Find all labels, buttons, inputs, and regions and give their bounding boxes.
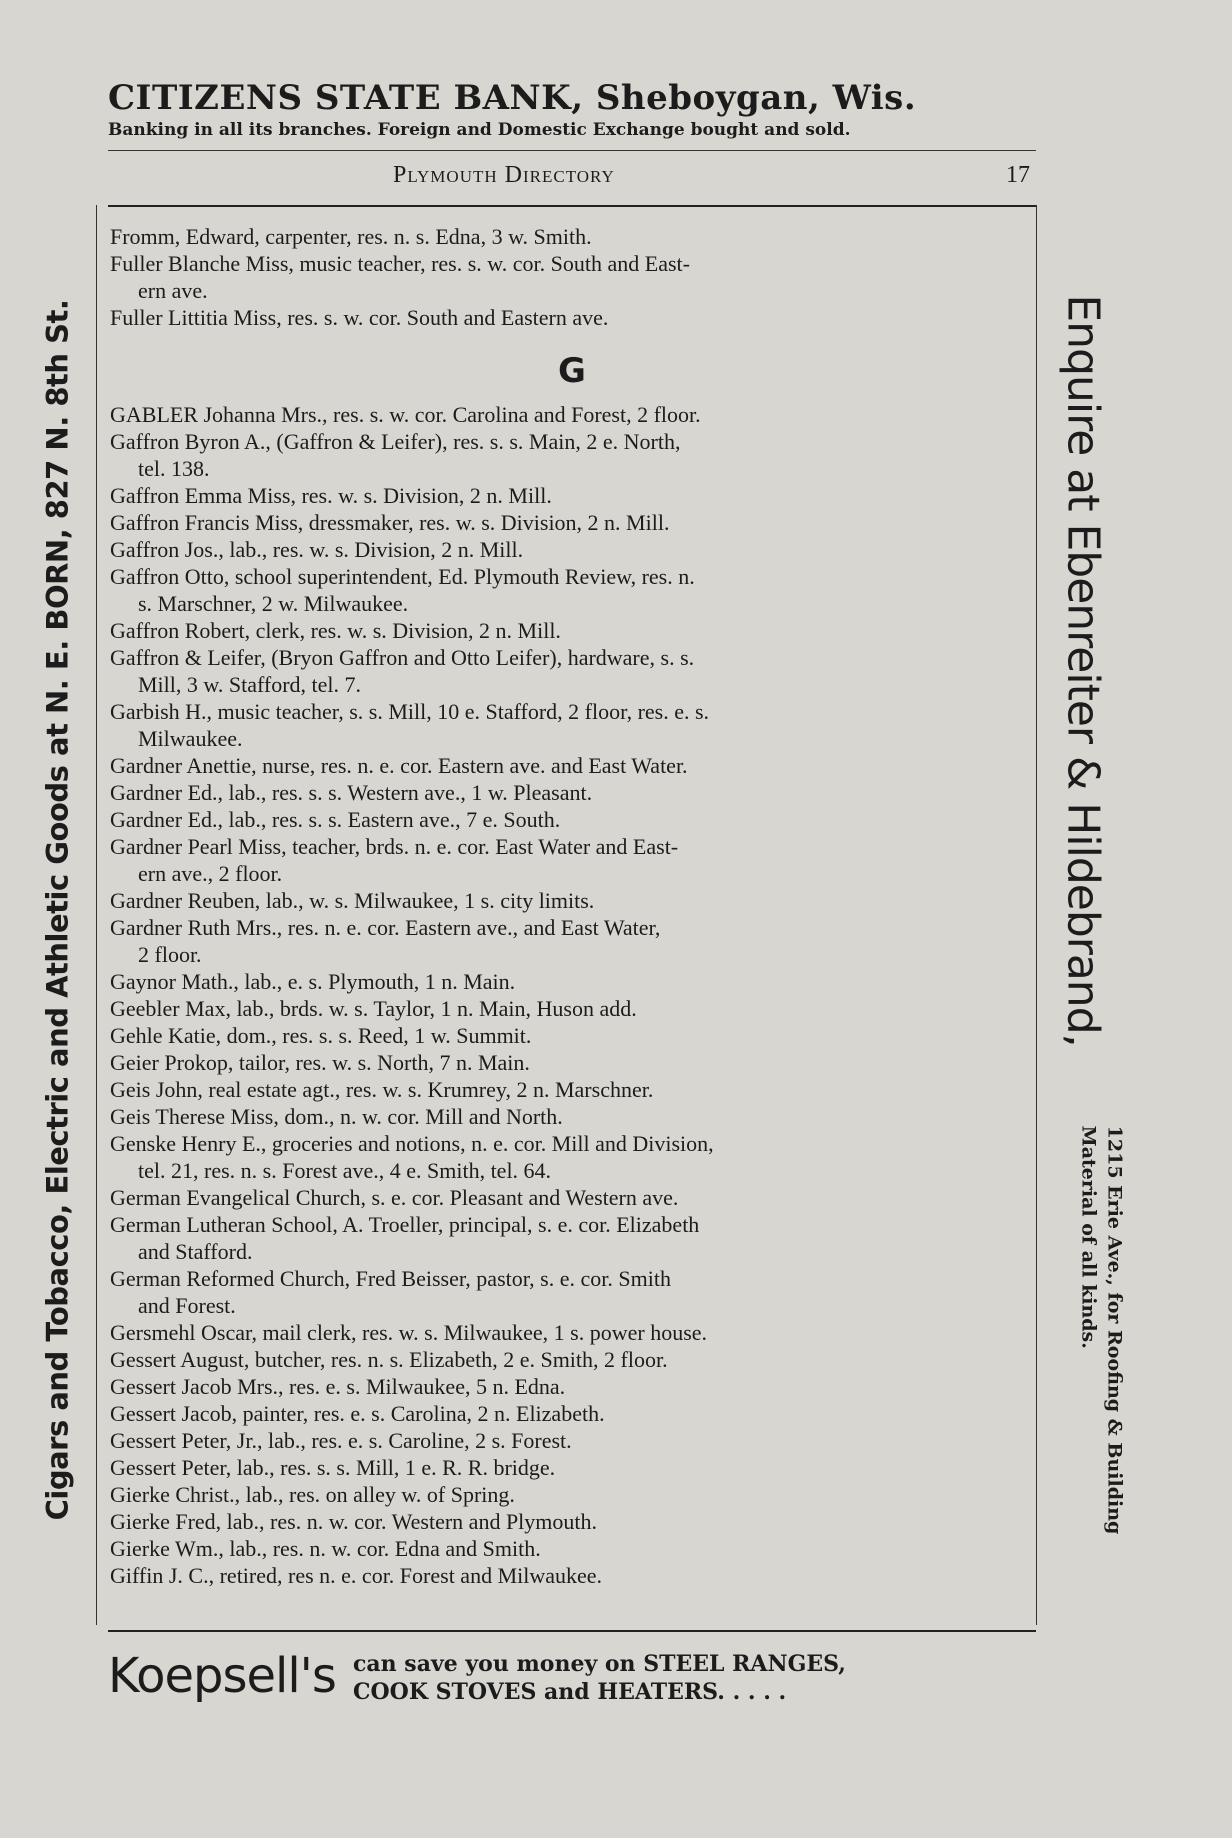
entry-continuation: and Stafford. (138, 1239, 253, 1264)
left-ad-text: Cigars and Tobacco, Electric and Athletic Goods at N. E. BORN, 827 N. 8th St. (40, 299, 75, 1521)
entry-text: Gessert Peter, lab., res. s. s. Mill, 1 e. R. R. bridge. (110, 1455, 556, 1480)
entry-text: Geis Therese Miss, dom., n. w. cor. Mill and North. (110, 1104, 563, 1129)
directory-entry (110, 401, 1034, 428)
directory-entry (110, 1562, 1034, 1589)
entry-text: Gaffron & Leifer, (Bryon Gaffron and Otto Leifer), hardware, s. s. (110, 645, 695, 670)
directory-entry (110, 1265, 1034, 1319)
directory-entry (110, 1076, 1034, 1103)
directory-entry (110, 1346, 1034, 1373)
entry-continuation: tel. 21, res. n. s. Forest ave., 4 e. Smith, tel. 64. (138, 1158, 552, 1183)
directory-entry (110, 833, 1034, 887)
entry-text: Gaffron Emma Miss, res. w. s. Division, 2 n. Mill. (110, 483, 552, 508)
directory-entry (110, 250, 1034, 304)
entries-section-g (110, 401, 1034, 1589)
directory-entry (110, 304, 1034, 331)
entry-continuation: Mill, 3 w. Stafford, tel. 7. (138, 672, 362, 697)
directory-entry (110, 995, 1034, 1022)
entry-continuation: tel. 138. (138, 456, 210, 481)
entry-text: Gardner Ed., lab., res. s. s. Western ave., 1 w. Pleasant. (110, 780, 593, 805)
directory-entry (110, 1535, 1034, 1562)
bank-ad-title: CITIZENS STATE BANK, Sheboygan, Wis. (108, 78, 917, 118)
entry-text: Gessert Jacob, painter, res. e. s. Carolina, 2 n. Elizabeth. (110, 1401, 605, 1426)
directory-entry (110, 914, 1034, 968)
directory-entry (110, 563, 1034, 617)
right-column-rule (1036, 205, 1037, 1625)
entry-text: Gaffron Otto, school superintendent, Ed. Plymouth Review, res. n. (110, 564, 695, 589)
entry-text: Gaffron Francis Miss, dressmaker, res. w. s. Division, 2 n. Mill. (110, 510, 670, 535)
directory-entry (110, 482, 1034, 509)
right-margin-advertisement (1048, 170, 1118, 1170)
left-column-rule (96, 205, 97, 1625)
directory-entry (110, 1130, 1034, 1184)
directory-listing (110, 223, 1034, 1589)
page-number: 17 (1006, 162, 1030, 188)
entry-continuation: and Forest. (138, 1293, 236, 1318)
entry-text: Fromm, Edward, carpenter, res. n. s. Edna, 3 w. Smith. (110, 224, 592, 249)
directory-entry (110, 1103, 1034, 1130)
directory-entry (110, 1400, 1034, 1427)
entry-text: Fuller Blanche Miss, music teacher, res. s. w. cor. South and East- (110, 251, 690, 276)
page-header (108, 160, 1036, 194)
entry-text: Gessert Jacob Mrs., res. e. s. Milwaukee, 5 n. Edna. (110, 1374, 566, 1399)
stove-advertisement (108, 1648, 1036, 1718)
entry-text: Gersmehl Oscar, mail clerk, res. w. s. Milwaukee, 1 s. power house. (110, 1320, 708, 1345)
entry-text: Gardner Reuben, lab., w. s. Milwaukee, 1 s. city limits. (110, 888, 595, 913)
directory-entry (110, 1481, 1034, 1508)
right-ad-main: Enquire at Ebenreiter & Hildebrand, (1057, 293, 1109, 1047)
entry-text: Gardner Anettie, nurse, res. n. e. cor. Eastern ave. and East Water. (110, 753, 688, 778)
entry-text: Gardner Pearl Miss, teacher, brds. n. e. cor. East Water and East- (110, 834, 679, 859)
directory-entry (110, 1508, 1034, 1535)
section-letter: G (558, 351, 586, 391)
entry-text: Gierke Wm., lab., res. n. w. cor. Edna and Smith. (110, 1536, 541, 1561)
entry-text: GABLER Johanna Mrs., res. s. w. cor. Carolina and Forest, 2 floor. (110, 402, 701, 427)
directory-entry (110, 968, 1034, 995)
directory-entry (110, 644, 1034, 698)
directory-entry (110, 1184, 1034, 1211)
entry-text: Geier Prokop, tailor, res. w. s. North, 7 n. Main. (110, 1050, 530, 1075)
left-margin-advertisement (32, 180, 82, 1640)
directory-entry (110, 1454, 1034, 1481)
entry-text: Gaffron Robert, clerk, res. w. s. Division, 2 n. Mill. (110, 618, 561, 643)
directory-entry (110, 536, 1034, 563)
directory-entry (110, 1211, 1034, 1265)
entry-text: Gaynor Math., lab., e. s. Plymouth, 1 n. Main. (110, 969, 516, 994)
stove-ad-line2: COOK STOVES and HEATERS. . . . . (353, 1679, 787, 1705)
directory-entry (110, 428, 1034, 482)
bank-ad-subtitle: Banking in all its branches. Foreign and Domestic Exchange bought and sold. (108, 120, 851, 140)
entry-continuation: Milwaukee. (138, 726, 243, 751)
directory-entry (110, 806, 1034, 833)
header-rule (108, 205, 1036, 207)
entry-text: Gardner Ed., lab., res. s. s. Eastern ave., 7 e. South. (110, 807, 561, 832)
entry-continuation: s. Marschner, 2 w. Milwaukee. (138, 591, 409, 616)
right-margin-advertisement-details (1066, 1030, 1136, 1630)
entries-before-section (110, 223, 1034, 331)
entry-continuation: 2 floor. (138, 942, 202, 967)
entry-text: Gessert Peter, Jr., lab., res. e. s. Caroline, 2 s. Forest. (110, 1428, 572, 1453)
directory-entry (110, 223, 1034, 250)
entry-text: Garbish H., music teacher, s. s. Mill, 10 e. Stafford, 2 floor, res. e. s. (110, 699, 710, 724)
entry-text: Geebler Max, lab., brds. w. s. Taylor, 1 n. Main, Huson add. (110, 996, 637, 1021)
directory-entry (110, 1373, 1034, 1400)
entry-text: Fuller Littitia Miss, res. s. w. cor. South and Eastern ave. (110, 305, 609, 330)
entry-text: German Evangelical Church, s. e. cor. Pleasant and Western ave. (110, 1185, 679, 1210)
entry-text: Giffin J. C., retired, res n. e. cor. Forest and Milwaukee. (110, 1563, 603, 1588)
directory-entry (110, 617, 1034, 644)
directory-entry (110, 887, 1034, 914)
entry-text: Gierke Christ., lab., res. on alley w. of Spring. (110, 1482, 515, 1507)
right-ad-line2: Material of all kinds. (1077, 1125, 1100, 1349)
entry-text: Gaffron Jos., lab., res. w. s. Division, 2 n. Mill. (110, 537, 524, 562)
entry-text: Gehle Katie, dom., res. s. s. Reed, 1 w. Summit. (110, 1023, 532, 1048)
entry-text: Gierke Fred, lab., res. n. w. cor. Western and Plymouth. (110, 1509, 598, 1534)
bottom-rule (108, 1630, 1036, 1632)
directory-entry (110, 1427, 1034, 1454)
entry-text: Geis John, real estate agt., res. w. s. Krumrey, 2 n. Marschner. (110, 1077, 654, 1102)
directory-entry (110, 1319, 1034, 1346)
entry-continuation: ern ave. (138, 278, 208, 303)
entry-text: Gaffron Byron A., (Gaffron & Leifer), res. s. s. Main, 2 e. North, (110, 429, 681, 454)
entry-text: German Reformed Church, Fred Beisser, pastor, s. e. cor. Smith (110, 1266, 671, 1291)
entry-continuation: ern ave., 2 floor. (138, 861, 283, 886)
page-title: Plymouth Directory (393, 162, 615, 188)
directory-entry (110, 698, 1034, 752)
entry-text: Gessert August, butcher, res. n. s. Elizabeth, 2 e. Smith, 2 floor. (110, 1347, 668, 1372)
top-rule (108, 150, 1036, 151)
directory-entry (110, 1022, 1034, 1049)
directory-entry (110, 779, 1034, 806)
stove-ad-line1: can save you money on STEEL RANGES, (353, 1651, 846, 1677)
bank-advertisement (108, 78, 1036, 140)
directory-entry (110, 752, 1034, 779)
entry-text: Genske Henry E., groceries and notions, n. e. cor. Mill and Division, (110, 1131, 714, 1156)
directory-entry (110, 509, 1034, 536)
entry-text: Gardner Ruth Mrs., res. n. e. cor. Eastern ave., and East Water, (110, 915, 661, 940)
right-ad-line1: 1215 Erie Ave., for Roofing & Building (1103, 1125, 1126, 1535)
stove-ad-brand: Koepsell's (108, 1648, 336, 1704)
entry-text: German Lutheran School, A. Troeller, principal, s. e. cor. Elizabeth (110, 1212, 700, 1237)
directory-entry (110, 1049, 1034, 1076)
